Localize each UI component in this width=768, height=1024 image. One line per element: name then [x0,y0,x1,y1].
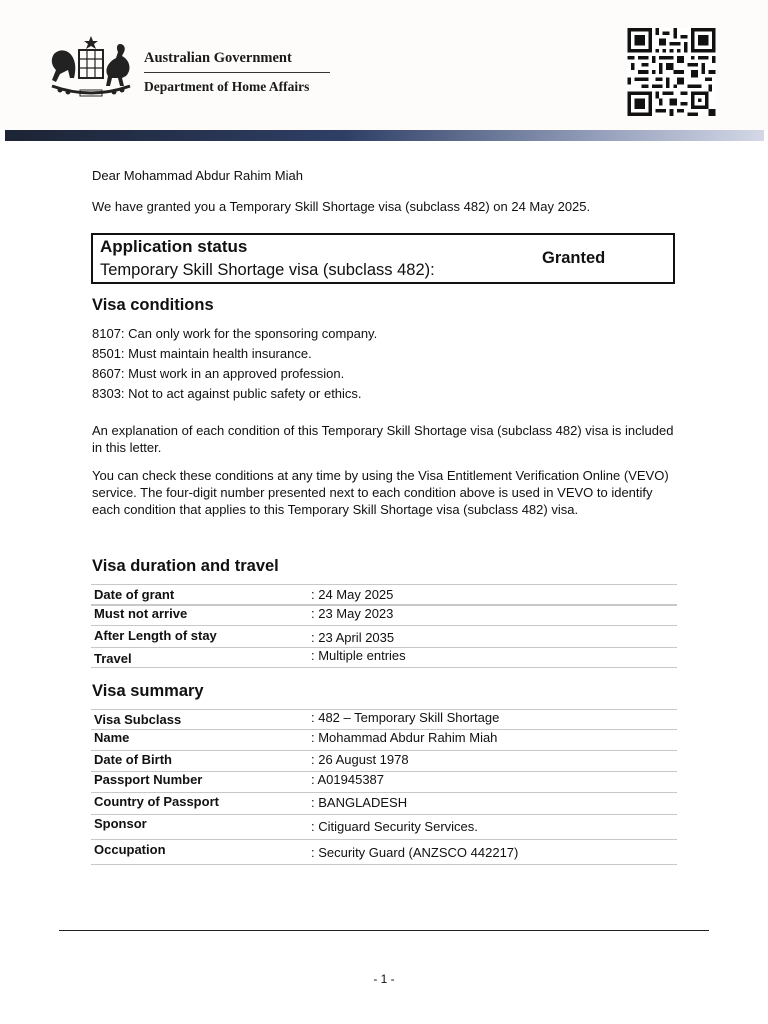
status-title: Application status [100,237,248,256]
row-label: Date of Birth [94,752,172,767]
application-status-box [91,233,675,284]
salutation: Dear Mohammad Abdur Rahim Miah [92,168,303,183]
row-value: : Citiguard Security Services. [311,819,478,834]
condition-item: 8607: Must work in an approved profession. [92,366,345,381]
row-value: : Security Guard (ANZSCO 442217) [311,845,519,860]
row-label: Visa Subclass [94,712,182,727]
letterhead [0,0,768,130]
row-value: : BANGLADESH [311,795,408,810]
row-label: Occupation [94,842,166,857]
department-name: Department of Home Affairs [144,79,310,94]
row-label: After Length of stay [94,628,217,643]
vevo-paragraph: You can check these conditions at any time by using the Visa Entitlement Verification Online (VEVO) service. The four-digit number presented next to each condition above is used in VEVO to identify each condition that applies to this Temporary Skill Shortage visa (subclass 482) visa. [92,468,669,517]
conditions-heading: Visa conditions [92,296,214,314]
table-row [91,839,677,865]
table-row [91,584,677,604]
page-number: - 1 - [373,972,395,986]
table-row [91,814,677,839]
row-value: : 26 August 1978 [311,752,409,767]
row-label: Travel [94,651,132,666]
summary-heading: Visa summary [92,682,204,700]
table-row [91,647,677,668]
row-value: : 23 May 2023 [311,606,394,621]
duration-heading: Visa duration and travel [92,557,279,575]
condition-item: 8107: Can only work for the sponsoring company. [92,326,378,341]
row-label: Name [94,730,130,745]
row-label: Date of grant [94,587,175,602]
footer-divider [59,930,709,931]
row-value: : 482 – Temporary Skill Shortage [311,710,500,725]
table-row [91,792,677,814]
status-badge: Granted [542,249,606,267]
table-row [91,771,677,792]
row-label: Country of Passport [94,794,219,809]
row-label: Passport Number [94,772,203,787]
table-row [91,709,677,729]
row-value: : 24 May 2025 [311,587,394,602]
grant-sentence: We have granted you a Temporary Skill Shortage visa (subclass 482) on 24 May 2025. [92,199,591,214]
table-row [91,729,677,750]
row-value: : 23 April 2035 [311,630,395,645]
table-row [91,625,677,647]
row-label: Sponsor [94,816,147,831]
table-row [91,604,677,625]
status-visa-type: Temporary Skill Shortage visa (subclass 482): [100,261,435,279]
coat-of-arms-icon [46,34,136,100]
condition-item: 8303: Not to act against public safety or ethics. [92,386,362,401]
header-color-band [5,130,764,141]
qr-code-icon [626,28,717,116]
row-label: Must not arrive [94,606,188,621]
conditions-explanation: An explanation of each condition of this Temporary Skill Shortage visa (subclass 482) visa is included in this letter. [92,423,674,455]
government-name: Australian Government [144,50,330,73]
table-row [91,750,677,771]
row-value: : Multiple entries [311,648,406,663]
condition-item: 8501: Must maintain health insurance. [92,346,312,361]
row-value: : A01945387 [311,772,385,787]
row-value: : Mohammad Abdur Rahim Miah [311,730,498,745]
